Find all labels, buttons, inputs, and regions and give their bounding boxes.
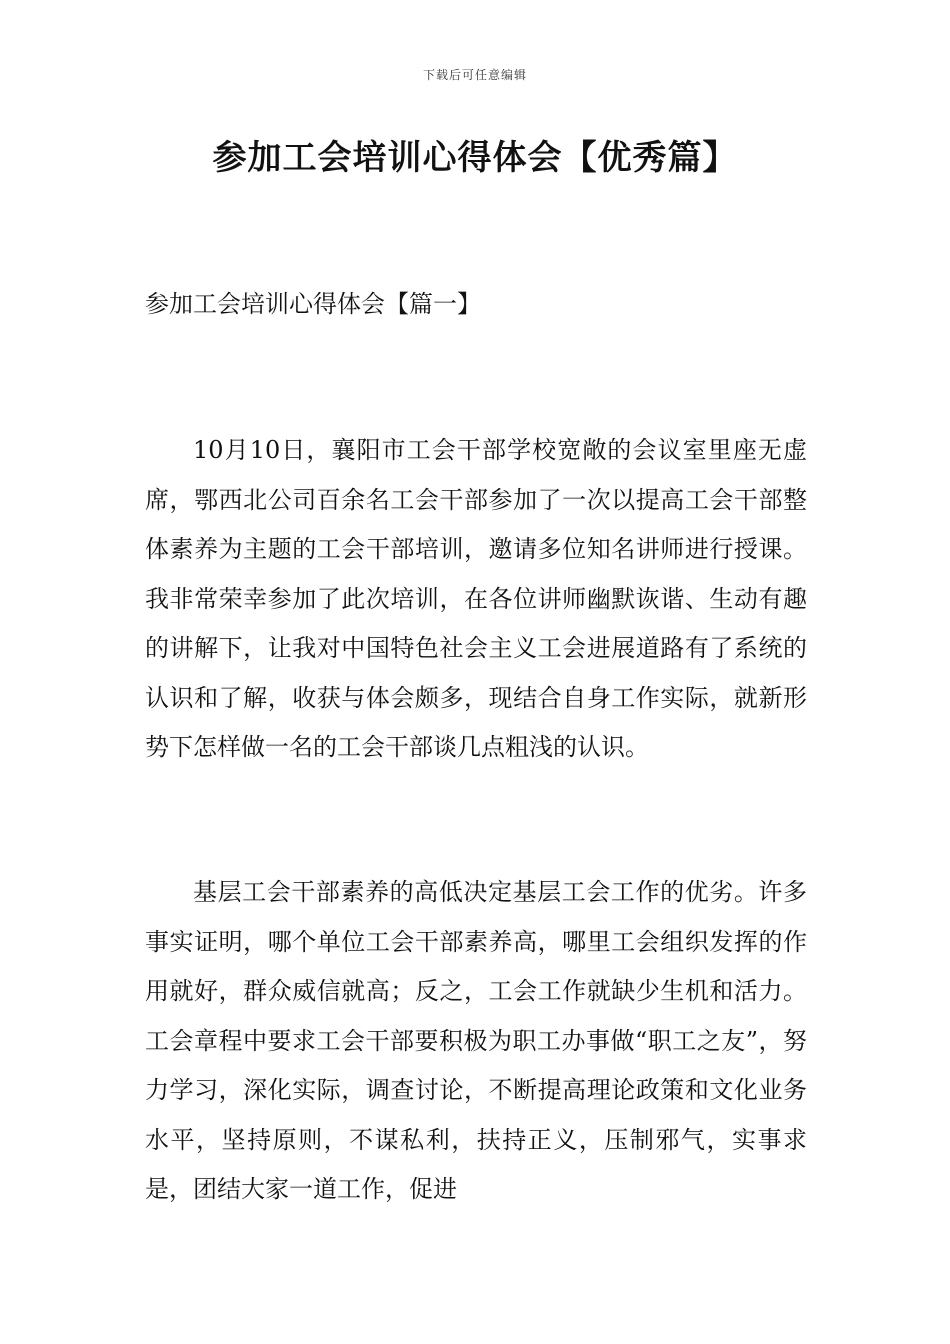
paragraph-block-1: [145, 426, 807, 773]
document-title: 参加工会培训心得体会【优秀篇】: [212, 138, 738, 178]
paragraph-2: 基层工会干部素养的高低决定基层工会工作的优劣。许多事实证明，哪个单位工会干部素养高，哪里工会组织发挥的作用就好，群众威信就高；反之，工会工作就缺少生机和活力。工会章程中要求工会干部要积极为职工办事做“职工之友”，努力学习，深化实际，调查讨论，不断提高理论政策和文化业务水平，坚持原则，不谋私利，扶持正义，压制邪气，实事求是，团结大家一道工作，促进: [145, 878, 807, 1203]
paragraph-1: 10月10日，襄阳市工会干部学校宽敞的会议室里座无虚席，鄂西北公司百余名工会干部参加了一次以提高工会干部整体素养为主题的工会干部培训，邀请多位知名讲师进行授课。我非常荣幸参加了此次培训，在各位讲师幽默诙谐、生动有趣的讲解下，让我对中国特色社会主义工会进展道路有了系统的认识和了解，收获与体会颇多，现结合自身工作实际，就新形势下怎样做一名的工会干部谈几点粗浅的认识。: [145, 436, 807, 761]
section-heading: 参加工会培训心得体会【篇一】: [145, 290, 481, 318]
page-header-note: 下载后可任意编辑: [422, 68, 527, 82]
paragraph-block-2: [145, 868, 807, 1215]
